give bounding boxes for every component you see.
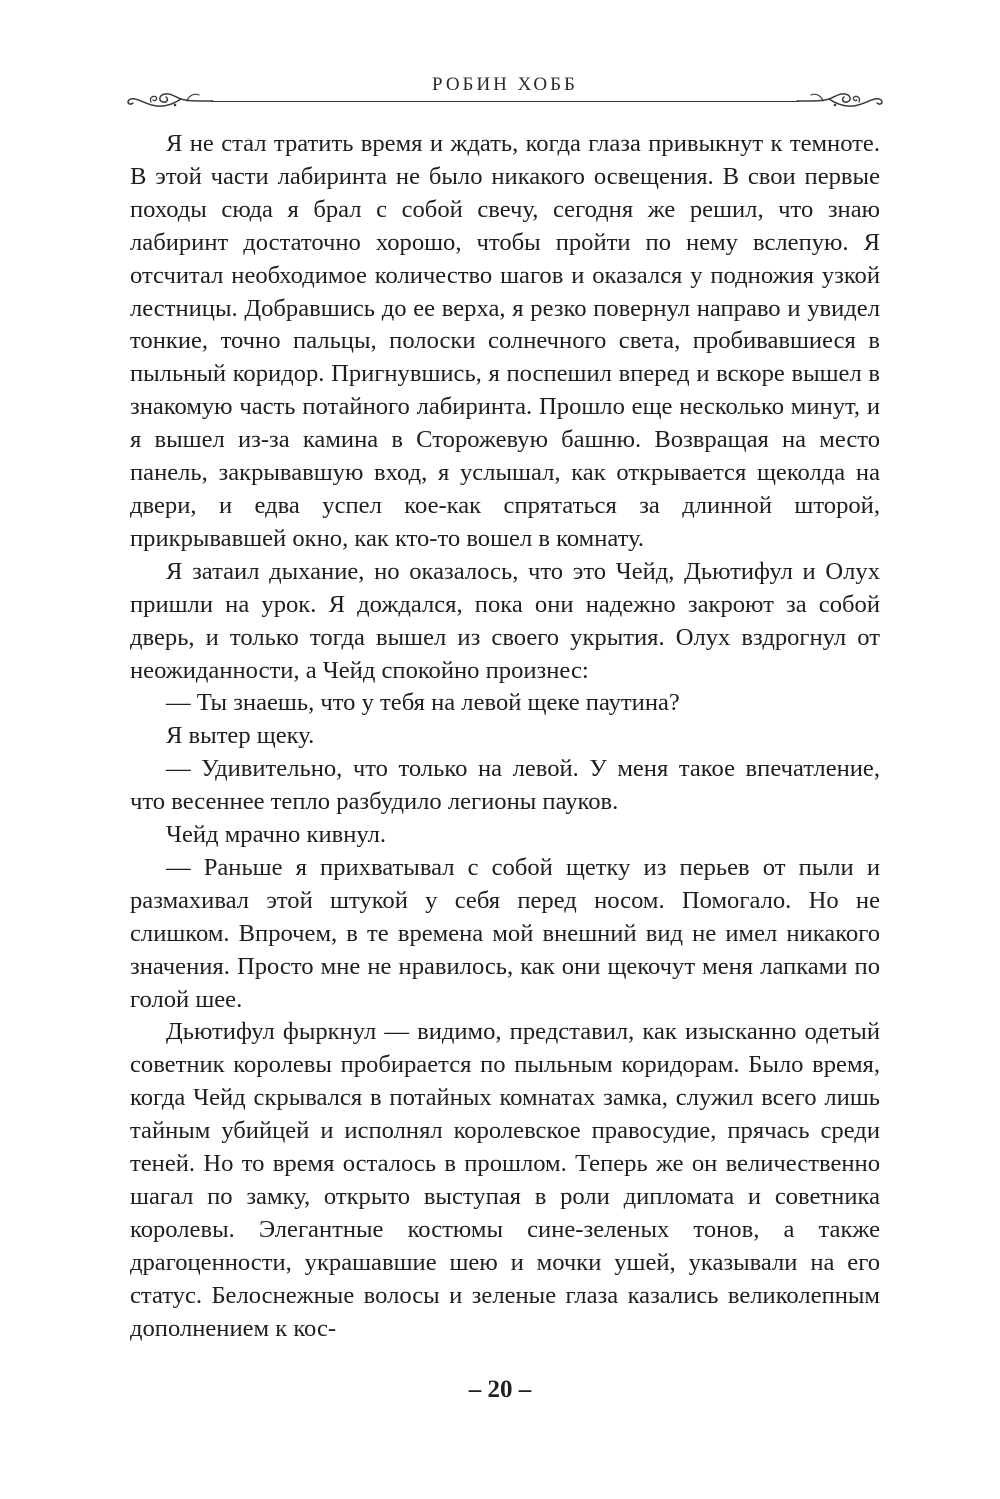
paragraph: Я вытер щеку. — [166, 722, 315, 750]
dialogue-line: — Раньше я прихватывал с собой щетку из перьев от пыли и размахивал этой штукой у себя перед носом. Помогало. Но не слишком. Впрочем, в те времена мой внешний вид не имел никакого значения. Просто мне не нравилось, как они щекочут меня лапками по голой шее. — [130, 853, 880, 1013]
dialogue-line: — Ты знаешь, что у тебя на левой щеке паутина? — [166, 689, 680, 717]
paragraph: Чейд мрачно кивнул. — [166, 821, 387, 849]
dialogue-line: — Удивительно, что только на левой. У меня такое впечатление, что весеннее тепло разбудило легионы пауков. — [130, 755, 880, 816]
page-header — [125, 70, 885, 110]
paragraph: Я не стал тратить время и ждать, когда глаза привыкнут к темноте. В этой части лабиринта не было никакого освещения. В свои первые походы сюда я брал с собой свечу, сегодня же решил, что знаю лабиринт достаточно хорошо, чтобы пройти по нему вслепую. Я отсчитал необходимое количество шагов и оказался у подножия узкой лестницы. Добравшись до ее верха, я резко повернул направо и увидел тонкие, точно пальцы, полоски солнечного света, пробивавшиеся в пыльный коридор. Пригнувшись, я поспешил вперед и вскоре вышел в знакомую часть потайного лабиринта. Прошло еще несколько минут, и я вышел из-за камина в Сторожевую башню. Возвращая на место панель, закрывавшую вход, я услышал, как открывается щеколда на двери, и едва успел кое-как спрятаться за длинной шторой, прикрывавшей окно, как кто-то вошел в комнату. — [130, 130, 880, 552]
header-rule — [211, 101, 799, 102]
paragraph: Дьютифул фыркнул — видимо, представил, как изысканно одетый советник королевы пробирается по пыльным коридорам. Было время, когда Чейд скрывался в потайных комнатах замка, служил всего лишь тайным убийцей и исполнял королевское правосудие, прячась среди теней. Но то время осталось в прошлом. Теперь же он величественно шагал по замку, открыто выступая в роли дипломата и советника королевы. Элегантные костюмы сине-зеленых тонов, а также драгоценности, украшавшие шею и мочки ушей, указывали на его статус. Белоснежные волосы и зеленые глаза казались великолепным дополнением к кос- — [130, 1018, 880, 1342]
body-text — [130, 128, 880, 1346]
paragraph: Я затаил дыхание, но оказалось, что это Чейд, Дьютифул и Олух пришли на урок. Я дождался, пока они надежно закроют за собой дверь, и только тогда вышел из своего укрытия. Олух вздрогнул от неожиданности, а Чейд спокойно произнес: — [130, 557, 880, 684]
flourish-ornament-right-icon — [795, 90, 885, 110]
page-number: – 20 – — [468, 1376, 532, 1403]
running-head-author: РОБИН ХОББ — [432, 74, 578, 95]
